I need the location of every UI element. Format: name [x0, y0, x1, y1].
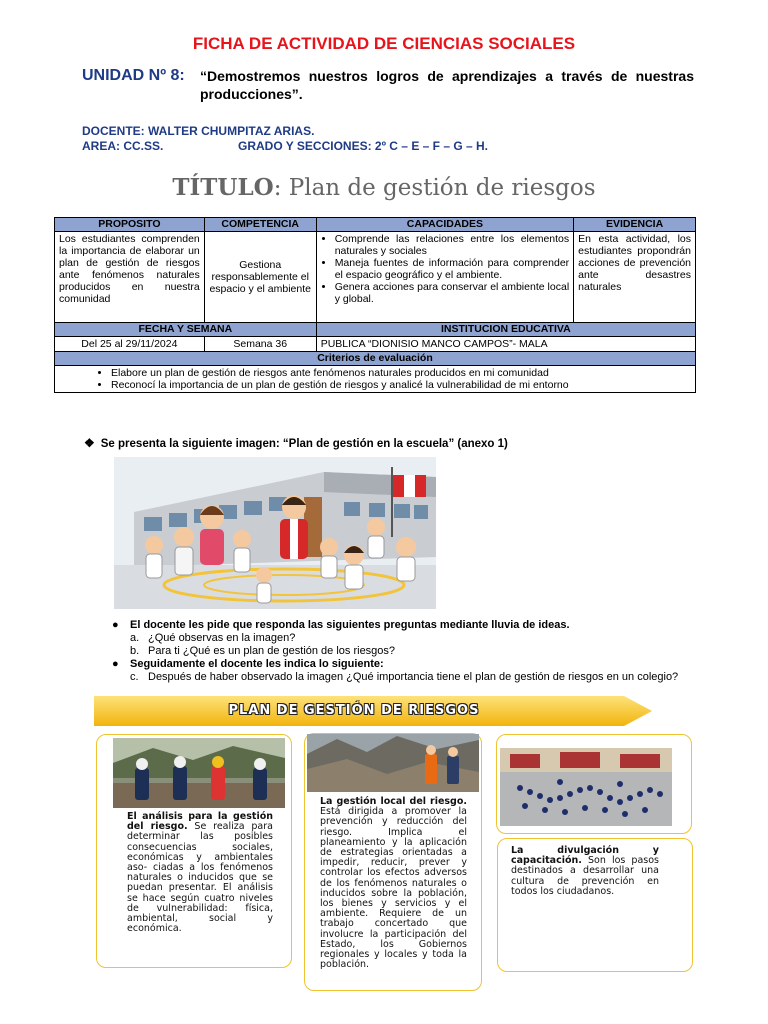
table-row	[55, 366, 696, 393]
list-marker: c.	[130, 671, 139, 683]
capacidad-item: • Maneja fuentes de información para comprender el espacio geográfico y el ambiente.	[335, 257, 569, 281]
header-fecha: FECHA Y SEMANA	[55, 323, 317, 337]
question-intro: El docente les pide que responda las siguientes preguntas mediante lluvia de ideas.	[130, 619, 570, 631]
bullet-icon: ●	[112, 658, 119, 670]
criterio-item: • Reconocí la importancia de un plan de gestión de riesgos y analicé la vulnerabilidad de mi entorno	[111, 379, 691, 391]
header-evidencia: EVIDENCIA	[574, 218, 696, 232]
panel-divulgacion-body: Son los pasos destinados a desarrollar una cultura de prevención en todos los ciudadanos.	[511, 855, 659, 897]
table-header-row	[55, 218, 696, 232]
document-title: FICHA DE ACTIVIDAD DE CIENCIAS SOCIALES	[192, 34, 576, 53]
panel-gestion-local-body: Está dirigida a promover la prevención y reducción del riesgo. Implica el planeamiento y la aplicación de estrategias orientadas a impedir, reducir, prever y controlar los efectos adversos de los fenómenos naturales o inducidos sobre la población, los bienes y servicios y el ambiente. Requiere de un trabajo concertado que involucre la participación del Estado, los Gobiernos regionales y locales y toda la población.	[320, 806, 467, 971]
question-intro-2: Seguidamente el docente les indica lo siguiente:	[130, 658, 384, 670]
capacidad-item: • Genera acciones para conservar el ambiente local y global.	[335, 281, 569, 305]
header-proposito: PROPOSITO	[55, 218, 205, 232]
panel-analisis-body: Se realiza para determinar las posibles consecuencias sociales, económicas y ambientales aso- ciadas a los fenómenos naturales o inducidos que se puedan presentar. El análisis se hace según cuatro niveles de vulnerabilidad: física, ambiental, social y económica.	[127, 821, 273, 935]
panel-divulgacion-heading: La divulgación y capacitación.	[511, 845, 659, 867]
ficha-table	[54, 217, 696, 393]
panel-analisis-heading: El análisis para la gestión del riesgo.	[127, 811, 273, 833]
area-line: AREA: CC.SS.	[82, 139, 164, 153]
header-competencia: COMPETENCIA	[204, 218, 316, 232]
bullet-icon: ●	[112, 619, 119, 631]
header-institucion: INSTITUCION EDUCATIVA	[316, 323, 695, 337]
header-criterios: Criterios de evaluación	[55, 352, 696, 366]
list-item	[112, 658, 712, 671]
list-item	[112, 671, 712, 684]
school-drill-photo	[500, 748, 672, 826]
panel-gestion-local-heading: La gestión local del riesgo.	[320, 796, 467, 807]
capacidad-item: • Comprende las relaciones entre los elementos naturales y sociales	[335, 233, 569, 257]
capacidades-cell	[316, 232, 573, 323]
panel-divulgacion-text	[511, 846, 659, 897]
table-subheader-row	[55, 352, 696, 366]
titulo-text: : Plan de gestión de riesgos	[273, 175, 596, 201]
presentation-text: Se presenta la siguiente imagen: “Plan de gestión en la escuela” (anexo 1)	[100, 438, 508, 450]
rescue-photo	[113, 738, 285, 808]
table-subheader-row	[55, 323, 696, 337]
grado-line: GRADO Y SECCIONES: 2º C – E – F – G – H.	[238, 139, 489, 153]
list-item	[112, 645, 712, 658]
presentation-line	[84, 436, 508, 450]
session-title	[0, 174, 768, 201]
table-row	[55, 337, 696, 352]
institucion-cell: PUBLICA “DIONISIO MANCO CAMPOS”- MALA	[316, 337, 695, 352]
criterios-cell	[55, 366, 696, 393]
diamond-bullet-icon: ❖	[84, 436, 95, 450]
school-scene-illustration	[114, 457, 436, 609]
questions-block	[112, 619, 712, 684]
unidad-label: UNIDAD Nº 8:	[82, 67, 185, 84]
list-marker: a.	[130, 632, 140, 644]
titulo-label: TÍTULO	[172, 174, 274, 201]
unidad-text: “Demostremos nuestros logros de aprendizajes a través de nuestras producciones”.	[200, 68, 694, 102]
fecha-cell: Del 25 al 29/11/2024	[55, 337, 205, 352]
evidencia-cell: En esta actividad, los estudiantes propondrán acciones de prevención ante desastres naturales	[574, 232, 696, 323]
criterio-item: • Elabore un plan de gestión de riesgos ante fenómenos naturales producidos en mi comunidad	[111, 367, 691, 379]
panel-gestion-local-text	[320, 797, 467, 970]
header-capacidades: CAPACIDADES	[316, 218, 573, 232]
docente-line: DOCENTE: WALTER CHUMPITAZ ARIAS.	[82, 124, 315, 138]
collapsed-building-photo	[307, 734, 479, 792]
competencia-cell: Gestiona responsablemente el espacio y el ambiente	[204, 232, 316, 323]
question-a: ¿Qué observas en la imagen?	[148, 632, 296, 644]
question-c: Después de haber observado la imagen ¿Qué importancia tiene el plan de gestión de riesgos en un colegio?	[148, 671, 679, 683]
list-item	[112, 632, 712, 645]
panel-analisis-text	[127, 812, 273, 934]
question-b: Para ti ¿Qué es un plan de gestión de los riesgos?	[148, 645, 396, 657]
list-marker: b.	[130, 645, 140, 657]
unidad-block	[82, 66, 694, 103]
table-row	[55, 232, 696, 323]
semana-cell: Semana 36	[204, 337, 316, 352]
list-item	[112, 619, 712, 632]
proposito-cell: Los estudiantes comprenden la importancia de elaborar un plan de gestión de riesgos ante fenómenos naturales producidos en nuestra comunidad	[55, 232, 205, 323]
banner-title: PLAN DE GESTIÓN DE RIESGOS	[228, 703, 480, 718]
